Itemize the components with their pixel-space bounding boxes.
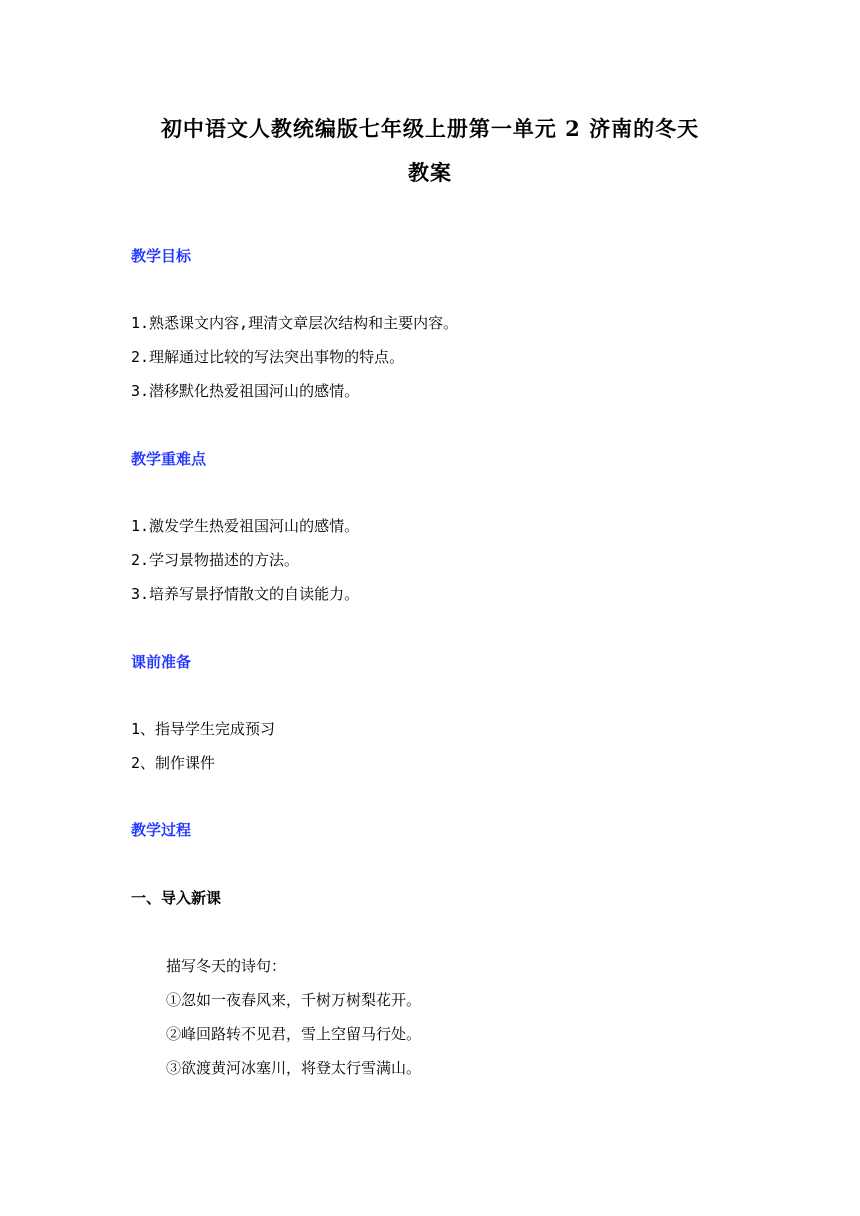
poem-line: ①忽如一夜春风来，千树万树梨花开。 bbox=[166, 991, 422, 1009]
preparation-heading: 课前准备 bbox=[131, 653, 192, 671]
list-item: 1.熟悉课文内容,理清文章层次结构和主要内容。 bbox=[131, 314, 459, 332]
list-item: 2、制作课件 bbox=[131, 754, 216, 772]
poem-line: 描写冬天的诗句： bbox=[166, 957, 287, 975]
document-title-line-1: 初中语文人教统编版七年级上册第一单元 2 济南的冬天 bbox=[160, 116, 700, 141]
preparation-list bbox=[131, 712, 275, 780]
poem-lines bbox=[166, 949, 421, 1085]
poem-line: ②峰回路转不见君，雪上空留马行处。 bbox=[166, 1025, 422, 1043]
document-title-line-2: 教案 bbox=[408, 160, 452, 185]
key-points-list bbox=[131, 509, 359, 611]
list-item: 3.培养写景抒情散文的自读能力。 bbox=[131, 585, 360, 603]
intro-heading: 一、导入新课 bbox=[131, 889, 222, 907]
process-heading: 教学过程 bbox=[131, 821, 192, 839]
objectives-list bbox=[131, 306, 458, 408]
list-item: 3.潜移默化热爱祖国河山的感情。 bbox=[131, 382, 360, 400]
key-points-heading: 教学重难点 bbox=[131, 450, 207, 468]
list-item: 2.理解通过比较的写法突出事物的特点。 bbox=[131, 348, 405, 366]
objectives-heading: 教学目标 bbox=[131, 247, 192, 265]
poem-line: ③欲渡黄河冰塞川，将登太行雪满山。 bbox=[166, 1059, 422, 1077]
list-item: 1、指导学生完成预习 bbox=[131, 720, 276, 738]
list-item: 2.学习景物描述的方法。 bbox=[131, 551, 300, 569]
list-item: 1.激发学生热爱祖国河山的感情。 bbox=[131, 517, 360, 535]
